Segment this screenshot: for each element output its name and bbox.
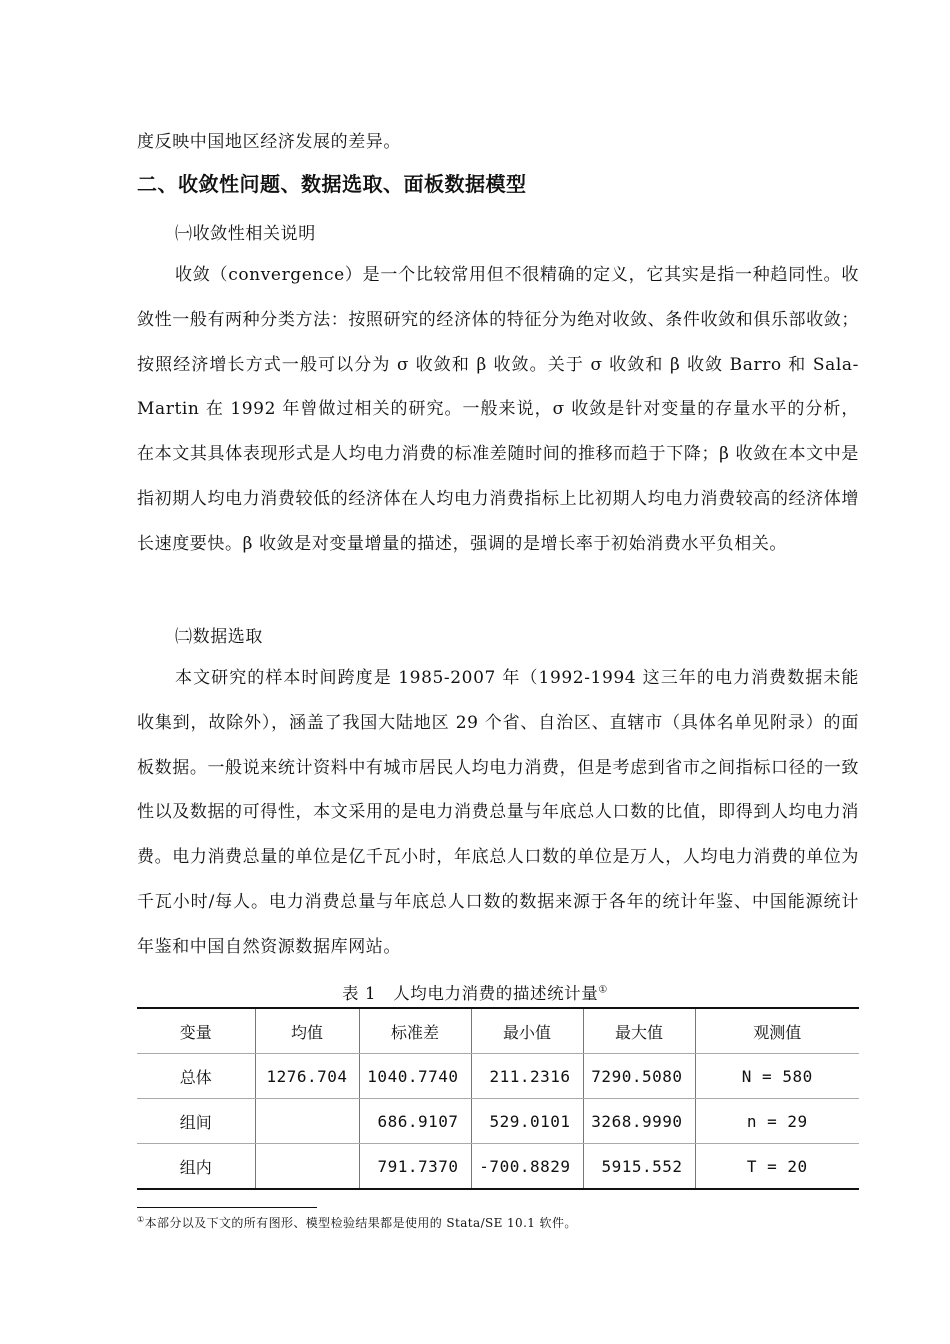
cell-std: 686.9107: [359, 1099, 471, 1144]
cell-min: -700.8829: [471, 1144, 583, 1190]
paragraph-convergence: 收敛（convergence）是一个比较常用但不很精确的定义，它其实是指一种趋同性。收敛性一般有两种分类方法：按照研究的经济体的特征分为绝对收敛、条件收敛和俱乐部收敛；按照经济增长方式一般可以分为 σ 收敛和 β 收敛。关于 σ 收敛和 β 收敛 Barro 和 Sala-Martin 在 1992 年曾做过相关的研究。一般来说，σ 收敛是针对变量的存量水平的分析，在本文其具体表现形式是人均电力消费的标准差随时间的推移而趋于下降；β 收敛在本文中是指初期人均电力消费较低的经济体在人均电力消费指标上比初期人均电力消费较高的经济体增长速度要快。β 收敛是对变量增量的描述，强调的是增长率于初始消费水平负相关。: [137, 265, 859, 554]
table-caption: [0, 980, 950, 1004]
cell-variable: 总体: [137, 1054, 255, 1099]
footnote-text: 本部分以及下文的所有图形、模型检验结果都是使用的 Stata/SE 10.1 软件。: [144, 1216, 577, 1230]
section-heading: 二、收敛性问题、数据选取、面板数据模型: [137, 172, 527, 196]
paragraph-continuation: 度反映中国地区经济发展的差异。: [137, 132, 401, 152]
cell-max: 3268.9990: [583, 1099, 695, 1144]
cell-max: 7290.5080: [583, 1054, 695, 1099]
cell-obs: n = 29: [695, 1099, 859, 1144]
footnote: [137, 1214, 577, 1231]
header-max: 最大值: [583, 1008, 695, 1054]
cell-mean: 1276.704: [255, 1054, 359, 1099]
table-header-row: [137, 1008, 859, 1054]
paragraph-data-selection: 本文研究的样本时间跨度是 1985-2007 年（1992-1994 这三年的电力消费数据未能收集到，故除外），涵盖了我国大陆地区 29 个省、自治区、直辖市（具体名单见附录）的面板数据。一般说来统计资料中有城市居民人均电力消费，但是考虑到省市之间指标口径的一致性以及数据的可得性，本文采用的是电力消费总量与年底总人口数的比值，即得到人均电力消费。电力消费总量的单位是亿千瓦小时，年底总人口数的单位是万人，人均电力消费的单位为千瓦小时/每人。电力消费总量与年底总人口数的数据来源于各年的统计年鉴、中国能源统计年鉴和中国自然资源数据库网站。: [137, 668, 859, 957]
footnote-mark: ①: [137, 1215, 145, 1224]
cell-std: 791.7370: [359, 1144, 471, 1190]
cell-variable: 组内: [137, 1144, 255, 1190]
descriptive-stats-table: [137, 1007, 859, 1190]
cell-obs: T = 20: [746, 1156, 808, 1176]
table-row: [137, 1144, 859, 1190]
footnote-ref-mark: ①: [598, 984, 608, 996]
table-row: [137, 1054, 859, 1099]
cell-min: 211.2316: [471, 1054, 583, 1099]
header-std: 标准差: [359, 1008, 471, 1054]
cell-mean: [255, 1144, 359, 1190]
subsection-heading-convergence: ㈠收敛性相关说明: [175, 224, 316, 244]
header-variable: 变量: [137, 1008, 255, 1054]
cell-std: 1040.7740: [359, 1054, 471, 1099]
cell-variable: 组间: [137, 1099, 255, 1144]
cell-obs: N = 580: [695, 1054, 859, 1099]
table-row: [137, 1099, 859, 1144]
header-min: 最小值: [471, 1008, 583, 1054]
cell-mean: [255, 1099, 359, 1144]
header-mean: 均值: [255, 1008, 359, 1054]
table-caption-text: 表 1 人均电力消费的描述统计量: [342, 984, 599, 1003]
footnote-divider: [137, 1207, 317, 1208]
cell-max: 5915.552: [583, 1144, 695, 1190]
header-obs: 观测值: [695, 1008, 859, 1054]
subsection-heading-data: ㈡数据选取: [175, 627, 263, 647]
cell-min: 529.0101: [471, 1099, 583, 1144]
